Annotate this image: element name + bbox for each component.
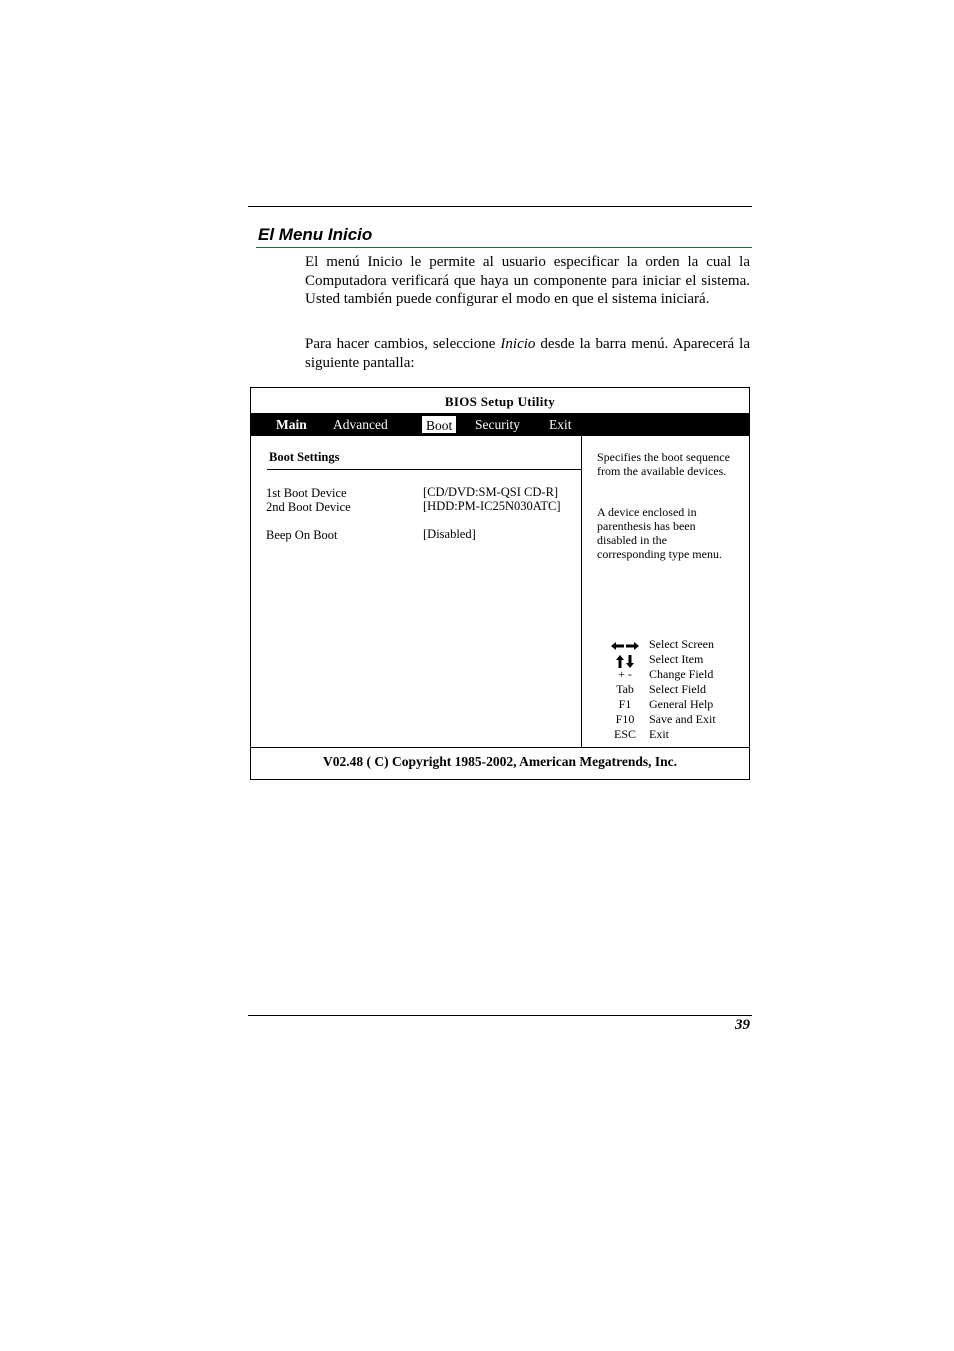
up-down-arrows-icon — [605, 653, 645, 668]
boot-settings-title: Boot Settings — [269, 450, 340, 464]
second-boot-device-label: 2nd Boot Device — [266, 500, 351, 514]
menu-boot[interactable]: Boot — [421, 415, 457, 434]
menu-security[interactable]: Security — [475, 417, 520, 432]
key-desc-save-and-exit: Save and Exit — [649, 712, 716, 726]
header-rule — [248, 206, 752, 207]
key-f1: F1 — [618, 697, 632, 711]
menu-exit[interactable]: Exit — [549, 417, 572, 432]
menu-advanced[interactable]: Advanced — [333, 417, 388, 432]
key-desc-change-field: Change Field — [649, 667, 714, 681]
section-title: El Menu Inicio — [258, 225, 373, 244]
bios-screen — [250, 387, 750, 780]
key-desc-general-help: General Help — [649, 697, 714, 711]
panel-divider — [581, 436, 582, 747]
menu-main[interactable]: Main — [276, 417, 307, 432]
bios-copyright: V02.48 ( C) Copyright 1985-2002, American Megatrends, Inc. — [322, 754, 678, 769]
intro-paragraph-2-emphasis: Inicio — [500, 336, 536, 352]
page-number: 39 — [735, 1017, 750, 1033]
key-f10: F10 — [615, 712, 635, 726]
key-desc-exit: Exit — [649, 727, 669, 741]
key-desc-select-field: Select Field — [649, 682, 706, 696]
left-right-arrows-icon — [605, 638, 645, 653]
section-title-underline — [256, 247, 752, 248]
key-esc: ESC — [613, 727, 636, 741]
first-boot-device-value[interactable]: [CD/DVD:SM-QSI CD-R] — [423, 485, 559, 499]
boot-settings-rule — [267, 469, 581, 470]
second-boot-device-value[interactable]: [HDD:PM-IC25N030ATC] — [423, 499, 561, 513]
beep-on-boot-value[interactable]: [Disabled] — [423, 527, 476, 541]
footer-divider — [251, 747, 749, 748]
intro-paragraph-2 — [305, 335, 750, 372]
key-tab: Tab — [616, 682, 634, 696]
intro-paragraph-1: El menú Inicio le permite al usuario especificar la orden la cual la Computadora verificará que haya un componente para iniciar el sistema. Usted también puede configurar el modo en que el sistema iniciará. — [305, 254, 750, 307]
bios-menu-bar — [251, 413, 749, 436]
intro-paragraph-2-start: Para hacer cambios, seleccione — [305, 336, 501, 352]
bios-title: BIOS Setup Utility — [444, 394, 556, 409]
key-desc-select-screen: Select Screen — [649, 637, 714, 651]
key-plus-minus: + - — [618, 667, 632, 681]
help-text-1: Specifies the boot sequence from the available devices. — [597, 450, 730, 478]
intro-paragraph-2-end: desde la barra menú. Aparecerá la siguiente pantalla: — [305, 336, 750, 371]
beep-on-boot-label: Beep On Boot — [266, 528, 338, 542]
first-boot-device-label: 1st Boot Device — [266, 486, 347, 500]
help-text-2: A device enclosed in parenthesis has been disabled in the corresponding type menu. — [597, 505, 722, 561]
footer-rule — [248, 1015, 752, 1016]
key-desc-select-item: Select Item — [649, 652, 704, 666]
